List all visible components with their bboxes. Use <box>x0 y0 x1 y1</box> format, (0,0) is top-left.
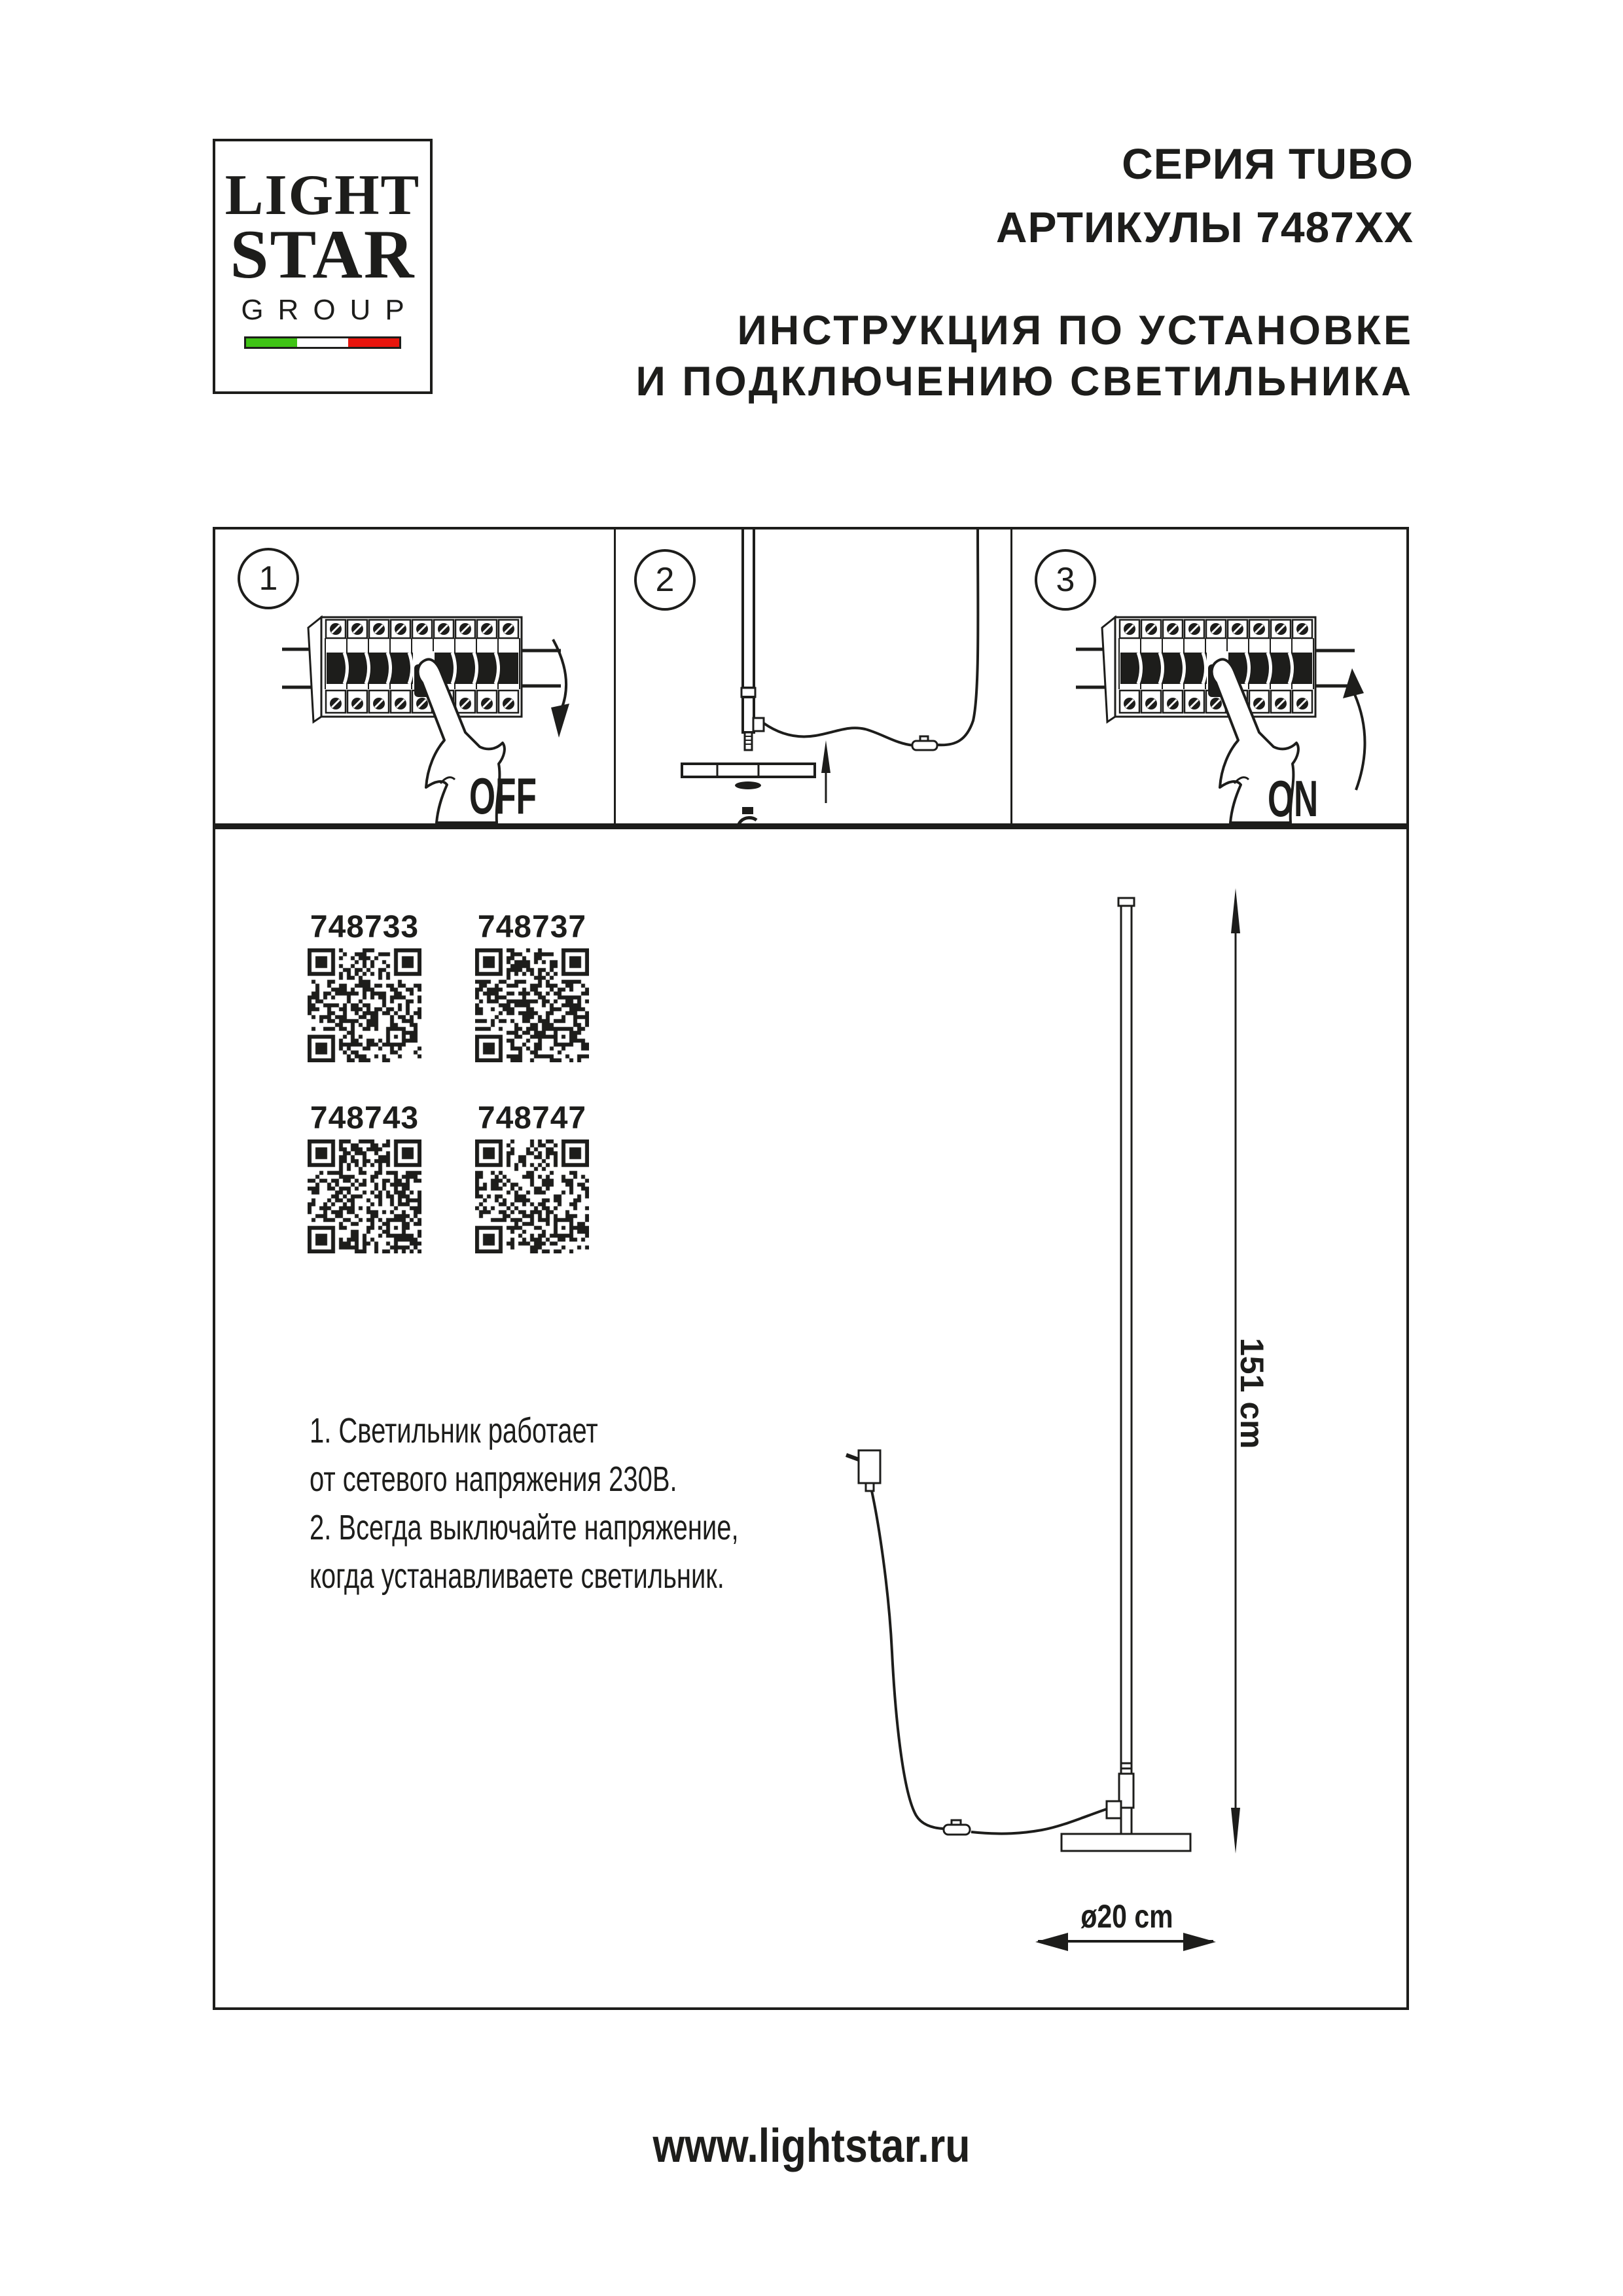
breaker-side <box>1102 617 1115 722</box>
note-line: когда устанавливаете светильник. <box>310 1556 724 1596</box>
cord-switch <box>944 1825 970 1835</box>
article-number: 748747 <box>477 1101 587 1136</box>
header-title <box>996 132 1414 259</box>
article-number: 748743 <box>310 1101 419 1136</box>
step-number-1 <box>238 548 299 609</box>
lamp-base <box>1061 1834 1190 1851</box>
qr-code <box>308 1139 421 1253</box>
circuit-breaker-off-drawing <box>278 612 632 848</box>
article-number: 748737 <box>477 910 587 944</box>
instruction-title-line1: ИНСТРУКЦИЯ ПО УСТАНОВКЕ <box>737 308 1414 353</box>
qr-code <box>308 948 421 1062</box>
logo-word-star: STAR <box>230 216 416 293</box>
threaded-stud <box>745 732 752 750</box>
note-line: 2. Всегда выключайте напряжение, <box>310 1508 739 1547</box>
content-frame <box>213 527 1409 2010</box>
power-cord <box>764 723 914 745</box>
off-label: OFF <box>469 767 537 825</box>
logo-word-light: LIGHT <box>224 164 421 227</box>
safety-notes <box>310 1407 842 1600</box>
screw-icon <box>735 781 761 789</box>
breaker-side <box>308 617 321 722</box>
floor-lamp-drawing <box>840 880 1285 1960</box>
qr-block-748743 <box>307 1100 422 1253</box>
articles-title: АРТИКУЛЫ 7487ХХ <box>995 203 1414 251</box>
tube-top-cap <box>1118 898 1134 906</box>
ring-icon <box>738 817 757 823</box>
note-line: от сетевого напряжения 230В. <box>310 1460 677 1499</box>
instruction-title-line2: И ПОДКЛЮЧЕНИЮ СВЕТИЛЬНИКА <box>635 359 1414 404</box>
cord-floor <box>971 1809 1107 1834</box>
website-url: www.lightstar.ru <box>652 2120 971 2172</box>
tube-joint <box>741 688 755 697</box>
diameter-dimension-label: ø20 cm <box>1080 1898 1173 1935</box>
inline-switch <box>912 741 937 750</box>
lightstar-logo <box>213 139 433 394</box>
cable-connector <box>753 718 764 731</box>
power-cord-up <box>937 529 978 745</box>
nut-icon <box>742 807 753 814</box>
article-number: 748733 <box>310 910 419 944</box>
tube-upper <box>743 529 754 688</box>
qr-block-748737 <box>474 909 590 1062</box>
lamp-assembly-drawing <box>618 529 1014 823</box>
italian-flag <box>244 336 401 349</box>
lamp-tube <box>1121 906 1132 1835</box>
series-title: СЕРИЯ TUBO <box>1122 139 1414 188</box>
diameter-dim-arrow-right <box>1183 1933 1216 1951</box>
diameter-dim-arrow-left <box>1035 1933 1068 1951</box>
step-number-3 <box>1035 549 1096 611</box>
qr-block-748733 <box>307 909 422 1062</box>
step-3-digit: 3 <box>1056 561 1075 599</box>
arrow-up-icon <box>1355 694 1365 790</box>
qr-block-748747 <box>474 1100 590 1253</box>
plug-neck <box>866 1483 874 1491</box>
plug <box>859 1450 880 1483</box>
assembly-arrow-head <box>821 740 830 773</box>
on-label: ON <box>1268 770 1319 827</box>
base-plate <box>682 764 815 777</box>
plug-prong <box>846 1455 859 1460</box>
step-2-digit: 2 <box>655 561 675 599</box>
circuit-breaker-on-drawing <box>1072 612 1425 848</box>
height-dim-arrow-top <box>1231 888 1240 933</box>
cord-connector <box>1107 1801 1121 1818</box>
height-dimension-label: 151 cm <box>1234 1338 1270 1449</box>
height-dim-arrow-bottom <box>1231 1808 1240 1854</box>
qr-code <box>475 948 589 1062</box>
instruction-title <box>636 305 1414 407</box>
qr-code <box>475 1139 589 1253</box>
tube-lower <box>743 697 754 732</box>
cord-rise <box>872 1491 944 1829</box>
step-1-digit: 1 <box>259 560 278 598</box>
logo-word-group: GROUP <box>241 294 419 326</box>
note-line: 1. Светильник работает <box>310 1411 598 1450</box>
